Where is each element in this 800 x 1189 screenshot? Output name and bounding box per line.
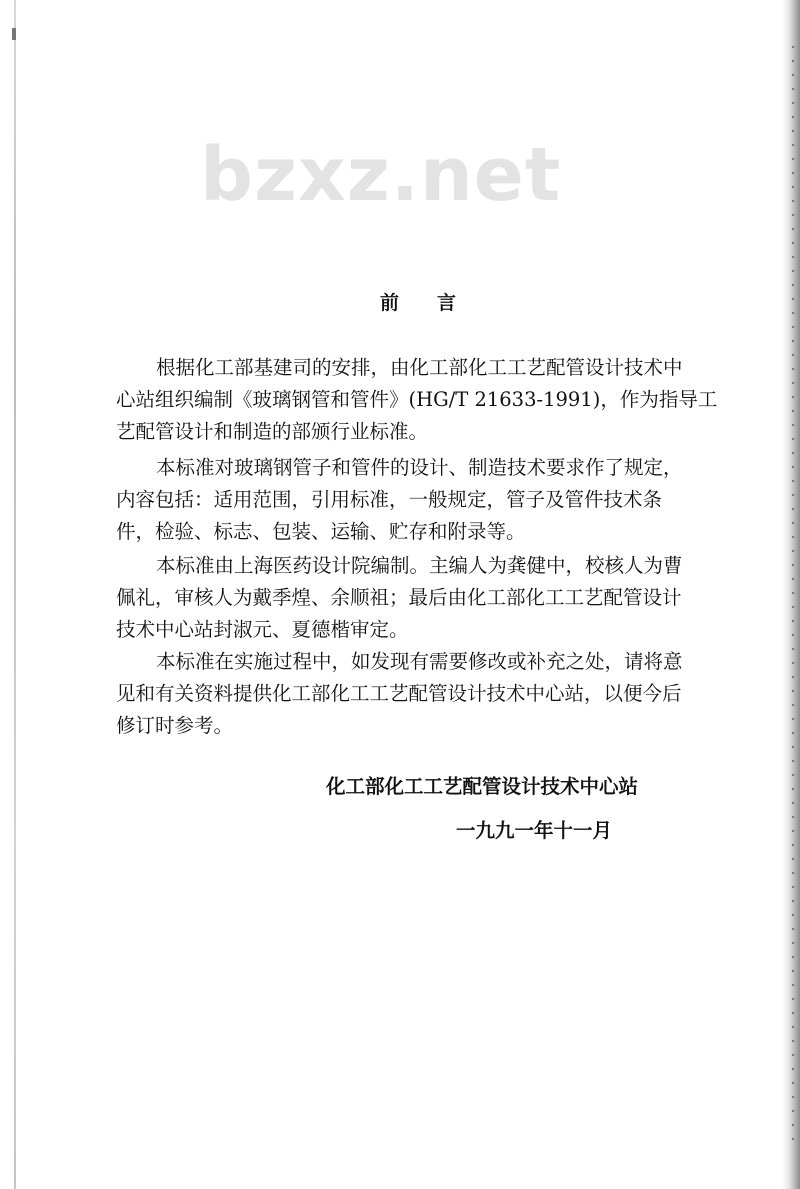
paragraph-line: 本标准由上海医药设计院编制。主编人为龚健中，校核人为曹 [156,554,683,577]
page-title [380,288,500,318]
paragraph-line: 本标准对玻璃钢管子和管件的设计、制造技术要求作了规定， [156,456,683,479]
signature-date: 一九九一年十一月 [456,819,613,842]
paragraph-line: 本标准在实施过程中，如发现有需要修改或补充之处，请将意 [156,650,683,673]
page-title-char-2: 言 [437,292,457,314]
page-title-char-1: 前 [380,292,400,314]
signature-organization: 化工部化工工艺配管设计技术中心站 [326,775,639,798]
paragraph-line: 件，检验、标志、包装、运输、贮存和附录等。 [116,520,526,543]
paragraph-line: 内容包括：适用范围，引用标准，一般规定，管子及管件技术条 [116,488,663,511]
scan-binding-holes [790,40,796,1140]
paragraph-line: 修订时参考。 [116,714,234,737]
scan-left-edge [14,0,16,1189]
paragraph-line: 根据化工部基建司的安排，由化工部化工工艺配管设计技术中 [156,356,683,379]
paragraph-authors [116,550,752,646]
paragraph-line: 技术中心站封淑元、夏德楷审定。 [116,618,409,641]
scan-mark [12,28,16,40]
paragraph-line: 艺配管设计和制造的部颁行业标准。 [116,420,429,443]
paragraph-scope [116,452,752,548]
watermark: bzxz.net [200,132,562,218]
paragraph-line: 心站组织编制《玻璃钢管和管件》(HG/T 21633-1991)，作为指导工 [116,388,718,411]
paragraph-line: 佩礼，审核人为戴季煌、余顺祖；最后由化工部化工工艺配管设计 [116,586,682,609]
paragraph-arrangement [116,352,752,448]
paragraph-line: 见和有关资料提供化工部化工工艺配管设计技术中心站，以便今后 [116,682,682,705]
paragraph-feedback [116,646,752,742]
